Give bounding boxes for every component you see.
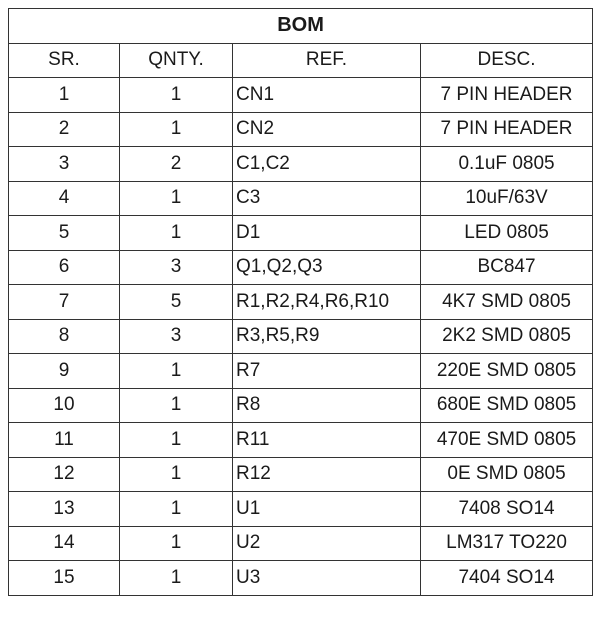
table-row (9, 181, 593, 216)
header-row (9, 43, 593, 78)
cell-sr: 2 (9, 112, 120, 147)
table-row (9, 457, 593, 492)
bom-table (8, 8, 593, 596)
table-row (9, 147, 593, 182)
cell-qty: 1 (120, 423, 233, 458)
cell-qty: 1 (120, 457, 233, 492)
cell-sr: 13 (9, 492, 120, 527)
header-sr: SR. (9, 43, 120, 78)
cell-desc: LM317 TO220 (421, 526, 593, 561)
cell-qty: 5 (120, 285, 233, 320)
cell-ref: CN1 (233, 78, 421, 113)
cell-ref: U1 (233, 492, 421, 527)
title-row (9, 9, 593, 44)
header-ref: REF. (233, 43, 421, 78)
header-qty: QNTY. (120, 43, 233, 78)
cell-sr: 9 (9, 354, 120, 389)
header-desc: DESC. (421, 43, 593, 78)
cell-sr: 10 (9, 388, 120, 423)
cell-ref: R8 (233, 388, 421, 423)
cell-sr: 15 (9, 561, 120, 596)
cell-qty: 2 (120, 147, 233, 182)
cell-desc: 7 PIN HEADER (421, 112, 593, 147)
cell-sr: 14 (9, 526, 120, 561)
cell-desc: 680E SMD 0805 (421, 388, 593, 423)
table-row (9, 388, 593, 423)
cell-sr: 3 (9, 147, 120, 182)
cell-qty: 1 (120, 526, 233, 561)
cell-sr: 7 (9, 285, 120, 320)
cell-ref: R1,R2,R4,R6,R10 (233, 285, 421, 320)
cell-ref: U2 (233, 526, 421, 561)
cell-qty: 1 (120, 216, 233, 251)
cell-qty: 1 (120, 112, 233, 147)
cell-ref: D1 (233, 216, 421, 251)
cell-qty: 1 (120, 492, 233, 527)
cell-sr: 5 (9, 216, 120, 251)
bom-body (9, 78, 593, 596)
cell-ref: CN2 (233, 112, 421, 147)
cell-qty: 1 (120, 78, 233, 113)
table-row (9, 492, 593, 527)
table-row (9, 285, 593, 320)
table-row (9, 526, 593, 561)
table-row (9, 78, 593, 113)
cell-desc: 7404 SO14 (421, 561, 593, 596)
cell-ref: R7 (233, 354, 421, 389)
table-row (9, 561, 593, 596)
cell-desc: 2K2 SMD 0805 (421, 319, 593, 354)
cell-qty: 1 (120, 388, 233, 423)
cell-desc: 4K7 SMD 0805 (421, 285, 593, 320)
cell-desc: 7408 SO14 (421, 492, 593, 527)
cell-desc: LED 0805 (421, 216, 593, 251)
cell-desc: 7 PIN HEADER (421, 78, 593, 113)
cell-sr: 6 (9, 250, 120, 285)
table-row (9, 354, 593, 389)
cell-qty: 3 (120, 250, 233, 285)
table-row (9, 250, 593, 285)
cell-desc: 0E SMD 0805 (421, 457, 593, 492)
table-row (9, 423, 593, 458)
cell-sr: 1 (9, 78, 120, 113)
cell-desc: 0.1uF 0805 (421, 147, 593, 182)
cell-desc: 220E SMD 0805 (421, 354, 593, 389)
cell-qty: 3 (120, 319, 233, 354)
cell-sr: 4 (9, 181, 120, 216)
table-row (9, 319, 593, 354)
cell-sr: 11 (9, 423, 120, 458)
table-title: BOM (9, 9, 593, 44)
table-row (9, 112, 593, 147)
cell-sr: 8 (9, 319, 120, 354)
cell-qty: 1 (120, 561, 233, 596)
cell-qty: 1 (120, 181, 233, 216)
cell-ref: R12 (233, 457, 421, 492)
cell-ref: C1,C2 (233, 147, 421, 182)
cell-desc: BC847 (421, 250, 593, 285)
cell-ref: U3 (233, 561, 421, 596)
cell-ref: R3,R5,R9 (233, 319, 421, 354)
cell-qty: 1 (120, 354, 233, 389)
cell-ref: C3 (233, 181, 421, 216)
cell-desc: 10uF/63V (421, 181, 593, 216)
table-row (9, 216, 593, 251)
cell-desc: 470E SMD 0805 (421, 423, 593, 458)
cell-sr: 12 (9, 457, 120, 492)
cell-ref: Q1,Q2,Q3 (233, 250, 421, 285)
cell-ref: R11 (233, 423, 421, 458)
